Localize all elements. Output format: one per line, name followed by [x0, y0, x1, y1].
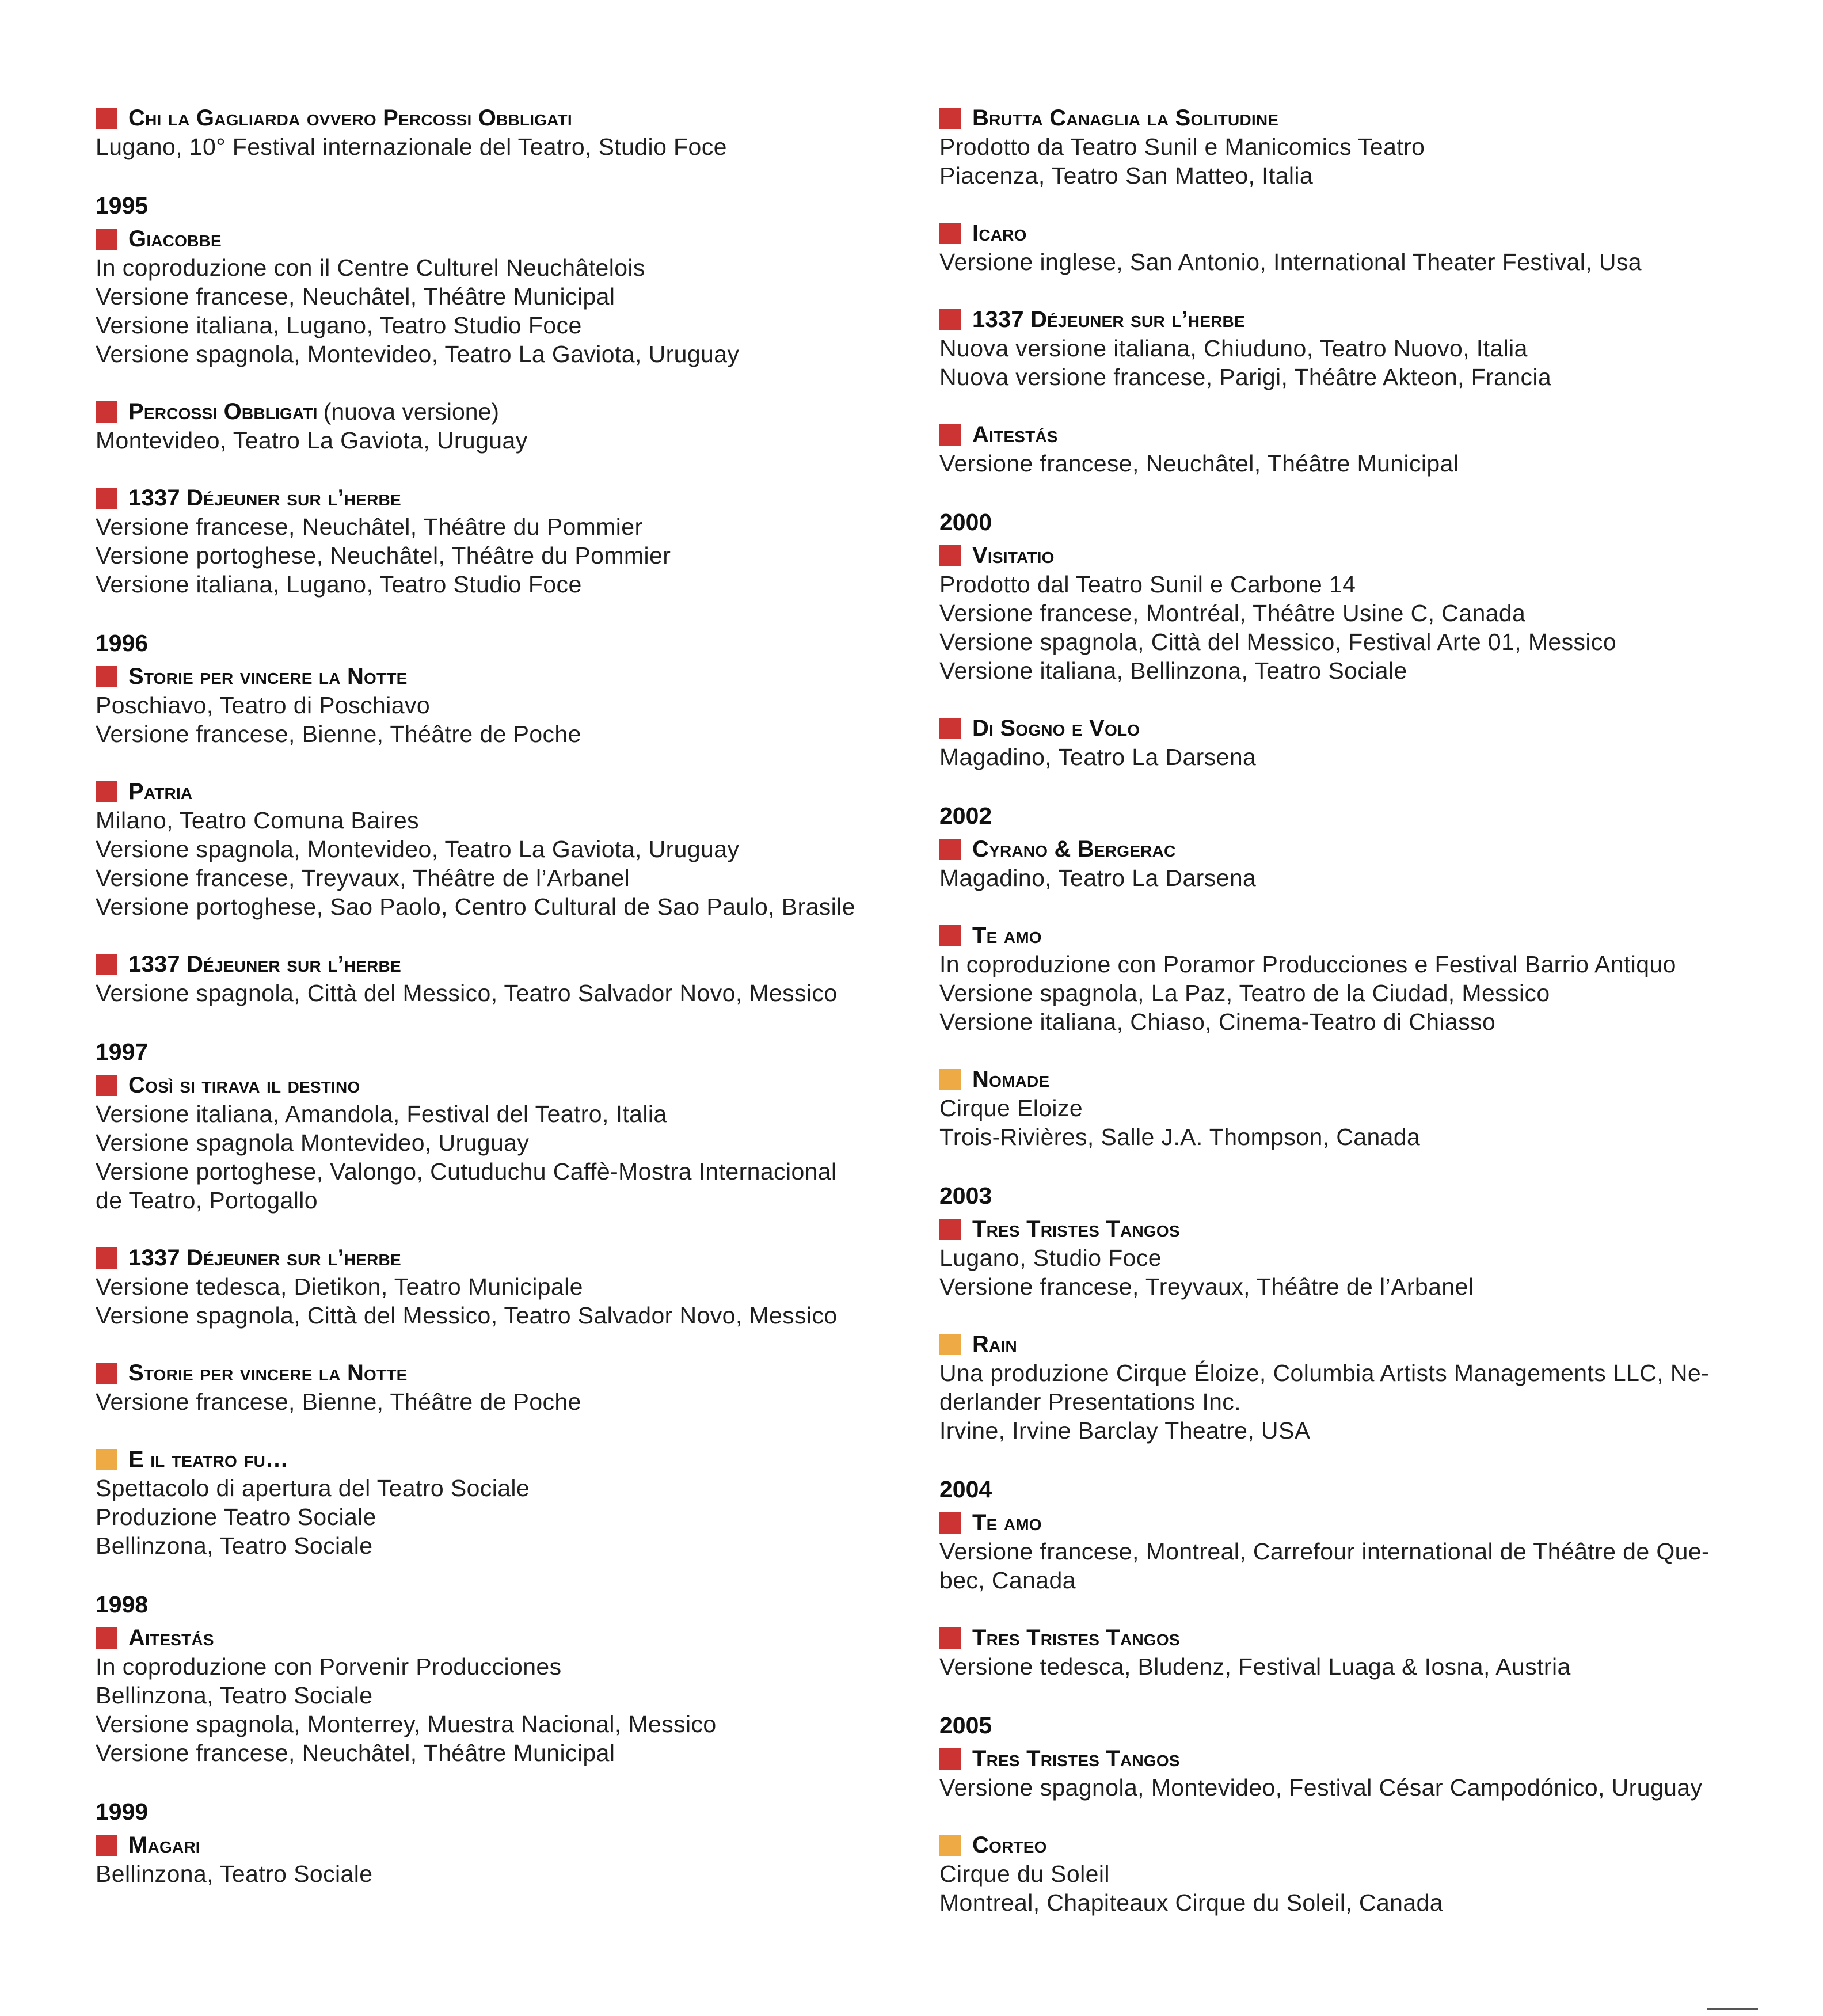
- red-square-icon: [939, 309, 961, 330]
- production-detail-line: Versione francese, Treyvaux, Théâtre de l’Arbanel: [96, 865, 630, 891]
- production-title: 1337 Déjeuner sur l’herbe: [128, 1245, 401, 1271]
- production-detail-line: Versione spagnola, Città del Messico, Teatro Salvador Novo, Messico: [96, 1302, 838, 1329]
- entry-title-row: [96, 1445, 901, 1474]
- orange-square-icon: [939, 1069, 961, 1090]
- production-detail-line: Cirque du Soleil: [939, 1861, 1110, 1887]
- production-entry: [96, 484, 901, 599]
- production-detail-line: Versione francese, Neuchâtel, Théâtre Municipal: [96, 1740, 615, 1766]
- production-detail-line: Versione italiana, Chiaso, Cinema-Teatro di Chiasso: [939, 1009, 1496, 1035]
- production-detail-line: Prodotto da Teatro Sunil e Manicomics Teatro: [939, 134, 1425, 160]
- production-detail-line: In coproduzione con Poramor Producciones e Festival Barrio Antiquo: [939, 951, 1676, 977]
- production-title: Brutta Canaglia la Solitudine: [972, 105, 1279, 131]
- production-title: Storie per vincere la Notte: [128, 664, 408, 689]
- red-square-icon: [96, 781, 117, 802]
- year-heading: 2002: [939, 802, 992, 829]
- entry-title-row: [939, 1831, 1768, 1859]
- entry-title-row: [939, 1330, 1768, 1359]
- red-square-icon: [96, 1075, 117, 1096]
- production-detail-line: Bellinzona, Teatro Sociale: [96, 1682, 373, 1709]
- production-title: Aitestás: [128, 1625, 214, 1650]
- production-entry: [939, 714, 1768, 771]
- entry-title-row: [939, 1215, 1768, 1243]
- red-square-icon: [939, 839, 961, 860]
- production-detail-line: Montreal, Chapiteaux Cirque du Soleil, Canada: [939, 1889, 1443, 1916]
- right-column: [939, 104, 1768, 1917]
- production-detail-line: Versione francese, Treyvaux, Théâtre de l’Arbanel: [939, 1273, 1474, 1300]
- red-square-icon: [96, 229, 117, 250]
- production-detail-line: Versione francese, Montréal, Théâtre Usine C, Canada: [939, 600, 1526, 626]
- production-title: Tres Tristes Tangos: [972, 1216, 1180, 1242]
- red-square-icon: [939, 1748, 961, 1770]
- year-heading: 1999: [96, 1798, 149, 1825]
- production-detail-line: Versione portoghese, Sao Paolo, Centro Cultural de Sao Paulo, Brasile: [96, 893, 855, 920]
- red-square-icon: [96, 1627, 117, 1649]
- production-detail-line: Versione tedesca, Bludenz, Festival Luaga & Iosna, Austria: [939, 1653, 1571, 1680]
- production-detail-line: Spettacolo di apertura del Teatro Sociale: [96, 1475, 530, 1501]
- production-entry: [96, 1243, 901, 1330]
- production-detail-line: Poschiavo, Teatro di Poschiavo: [96, 692, 431, 718]
- production-entry: [96, 104, 901, 161]
- production-detail-line: bec, Canada: [939, 1567, 1076, 1593]
- production-entry: [96, 1445, 901, 1560]
- production-detail-line: Nuova versione francese, Parigi, Théâtre Akteon, Francia: [939, 364, 1552, 390]
- orange-square-icon: [939, 1334, 961, 1355]
- production-title: Percossi Obbligati: [128, 399, 318, 424]
- production-detail-line: Versione tedesca, Dietikon, Teatro Municipale: [96, 1273, 583, 1300]
- orange-square-icon: [939, 1835, 961, 1856]
- year-heading: 1998: [96, 1591, 149, 1618]
- year-heading: 1996: [96, 630, 149, 656]
- production-entry: [96, 1623, 901, 1767]
- production-detail-line: Nuova versione italiana, Chiuduno, Teatro Nuovo, Italia: [939, 335, 1528, 362]
- entry-title-row: [96, 397, 901, 426]
- production-detail-line: Versione spagnola, Montevideo, Teatro La Gaviota, Uruguay: [96, 341, 740, 367]
- production-detail-line: Versione spagnola Montevideo, Uruguay: [96, 1129, 530, 1156]
- production-detail-line: Versione inglese, San Antonio, International Theater Festival, Usa: [939, 249, 1642, 275]
- red-square-icon: [96, 488, 117, 509]
- production-title: Giacobbe: [128, 226, 222, 252]
- red-square-icon: [96, 666, 117, 687]
- production-detail-line: derlander Presentations Inc.: [939, 1389, 1242, 1415]
- production-detail-line: Lugano, 10° Festival internazionale del Teatro, Studio Foce: [96, 134, 727, 160]
- production-entry: [939, 1831, 1768, 1917]
- red-square-icon: [96, 1247, 117, 1269]
- production-entry: [939, 104, 1768, 190]
- entry-title-row: [939, 1065, 1768, 1094]
- production-detail-line: Versione francese, Neuchâtel, Théâtre Municipal: [939, 450, 1459, 477]
- entry-title-row: [96, 484, 901, 512]
- year-heading: 2000: [939, 509, 992, 535]
- production-title: Magari: [128, 1832, 200, 1858]
- production-detail-line: Versione francese, Neuchâtel, Théâtre Municipal: [96, 283, 615, 310]
- production-title: 1337 Déjeuner sur l’herbe: [128, 485, 401, 511]
- production-title: Aitestás: [972, 422, 1058, 447]
- production-detail-line: Bellinzona, Teatro Sociale: [96, 1532, 373, 1559]
- production-detail-line: Versione francese, Montreal, Carrefour international de Théâtre de Que-: [939, 1538, 1710, 1565]
- red-square-icon: [96, 1363, 117, 1384]
- red-square-icon: [939, 424, 961, 446]
- production-detail-line: Trois-Rivières, Salle J.A. Thompson, Canada: [939, 1124, 1421, 1150]
- entry-title-row: [939, 1623, 1768, 1652]
- year-heading: 1995: [96, 192, 149, 219]
- production-detail-line: Versione spagnola, Città del Messico, Festival Arte 01, Messico: [939, 629, 1617, 655]
- production-detail-line: Piacenza, Teatro San Matteo, Italia: [939, 162, 1314, 189]
- entry-title-row: [96, 777, 901, 806]
- production-detail-line: Bellinzona, Teatro Sociale: [96, 1861, 373, 1887]
- year-heading: 2003: [939, 1182, 992, 1209]
- production-entry: [939, 921, 1768, 1036]
- red-square-icon: [939, 1627, 961, 1649]
- entry-title-row: [96, 1071, 901, 1100]
- production-detail-line: Prodotto dal Teatro Sunil e Carbone 14: [939, 571, 1356, 598]
- production-detail-line: Versione spagnola, Città del Messico, Teatro Salvador Novo, Messico: [96, 980, 838, 1006]
- production-detail-line: Versione francese, Bienne, Théâtre de Poche: [96, 721, 581, 747]
- production-entry: [939, 1215, 1768, 1301]
- production-title: Icaro: [972, 220, 1027, 246]
- production-detail-line: In coproduzione con Porvenir Producciones: [96, 1653, 562, 1680]
- entry-title-row: [96, 1359, 901, 1387]
- entry-title-row: [96, 1243, 901, 1272]
- red-square-icon: [96, 1835, 117, 1856]
- entry-title-row: [96, 662, 901, 691]
- entry-title-row: [939, 219, 1768, 248]
- footer-rule: [1707, 2008, 1758, 2010]
- production-title: Storie per vincere la Notte: [128, 1360, 408, 1386]
- production-detail-line: Milano, Teatro Comuna Baires: [96, 807, 419, 834]
- entry-title-row: [96, 104, 901, 132]
- production-detail-line: Montevideo, Teatro La Gaviota, Uruguay: [96, 427, 528, 454]
- production-detail-line: Versione spagnola, La Paz, Teatro de la Ciudad, Messico: [939, 980, 1550, 1006]
- red-square-icon: [939, 718, 961, 739]
- title-note: (nuova versione): [323, 398, 500, 425]
- year-heading: 1997: [96, 1039, 149, 1065]
- red-square-icon: [939, 545, 961, 566]
- entry-title-row: [96, 950, 901, 979]
- production-entry: [96, 1071, 901, 1215]
- production-detail-line: Versione francese, Bienne, Théâtre de Poche: [96, 1389, 581, 1415]
- entry-title-row: [96, 225, 901, 253]
- left-column: [96, 104, 901, 1888]
- entry-title-row: [939, 1508, 1768, 1537]
- year-heading: 2005: [939, 1712, 992, 1739]
- production-detail-line: Versione portoghese, Valongo, Cutuduchu Caffè-Mostra Internacional: [96, 1158, 837, 1185]
- production-entry: [96, 397, 901, 455]
- production-title: Tres Tristes Tangos: [972, 1746, 1180, 1771]
- production-entry: [939, 541, 1768, 685]
- entry-title-row: [939, 541, 1768, 570]
- production-entry: [96, 950, 901, 1007]
- production-entry: [96, 225, 901, 368]
- production-entry: [939, 1065, 1768, 1151]
- production-detail-line: Versione spagnola, Montevideo, Festival César Campodónico, Uruguay: [939, 1774, 1703, 1801]
- entry-title-row: [939, 714, 1768, 743]
- year-heading: 2004: [939, 1476, 992, 1503]
- entry-title-row: [96, 1623, 901, 1652]
- production-entry: [96, 777, 901, 921]
- production-detail-line: Versione italiana, Bellinzona, Teatro Sociale: [939, 657, 1407, 684]
- production-detail-line: Versione italiana, Lugano, Teatro Studio Foce: [96, 312, 582, 338]
- red-square-icon: [939, 1512, 961, 1534]
- production-detail-line: Versione italiana, Lugano, Teatro Studio Foce: [96, 571, 582, 598]
- production-entry: [939, 1623, 1768, 1681]
- entry-title-row: [939, 104, 1768, 132]
- production-entry: [939, 1330, 1768, 1445]
- red-square-icon: [939, 223, 961, 244]
- entry-title-row: [939, 835, 1768, 864]
- production-title: 1337 Déjeuner sur l’herbe: [128, 952, 401, 977]
- entry-title-row: [939, 305, 1768, 334]
- production-title: Rain: [972, 1332, 1017, 1357]
- production-entry: [939, 835, 1768, 892]
- production-detail-line: Magadino, Teatro La Darsena: [939, 744, 1257, 770]
- production-entry: [939, 1508, 1768, 1595]
- red-square-icon: [96, 108, 117, 129]
- production-title: Così si tirava il destino: [128, 1072, 360, 1098]
- production-detail-line: Versione portoghese, Neuchâtel, Théâtre du Pommier: [96, 542, 671, 569]
- production-detail-line: Versione spagnola, Montevideo, Teatro La Gaviota, Uruguay: [96, 836, 740, 862]
- production-title: Patria: [128, 779, 193, 804]
- production-entry: [939, 305, 1768, 391]
- production-entry: [939, 1744, 1768, 1802]
- red-square-icon: [939, 1219, 961, 1240]
- entry-title-row: [939, 921, 1768, 950]
- red-square-icon: [96, 401, 117, 423]
- production-detail-line: Versione francese, Neuchâtel, Théâtre du Pommier: [96, 513, 643, 540]
- production-detail-line: Lugano, Studio Foce: [939, 1245, 1162, 1271]
- production-title: Te amo: [972, 923, 1042, 948]
- production-detail-line: Cirque Eloize: [939, 1095, 1083, 1121]
- production-title: Chi la Gagliarda ovvero Percossi Obbligati: [128, 105, 572, 131]
- production-title: Di Sogno e Volo: [972, 716, 1140, 741]
- production-detail-line: de Teatro, Portogallo: [96, 1187, 318, 1214]
- red-square-icon: [939, 925, 961, 946]
- production-detail-line: Versione italiana, Amandola, Festival del Teatro, Italia: [96, 1101, 667, 1127]
- production-title: Visitatio: [972, 543, 1055, 568]
- red-square-icon: [939, 108, 961, 129]
- production-detail-line: Magadino, Teatro La Darsena: [939, 865, 1257, 891]
- entry-title-row: [939, 420, 1768, 449]
- production-entry: [96, 1359, 901, 1416]
- production-detail-line: Produzione Teatro Sociale: [96, 1504, 376, 1530]
- production-detail-line: Una produzione Cirque Éloize, Columbia Artists Managements LLC, Ne-: [939, 1360, 1710, 1386]
- entry-title-row: [96, 1831, 901, 1859]
- production-entry: [96, 1831, 901, 1888]
- production-detail-line: Versione spagnola, Monterrey, Muestra Nacional, Messico: [96, 1711, 717, 1737]
- orange-square-icon: [96, 1449, 117, 1470]
- production-title: Corteo: [972, 1832, 1047, 1858]
- red-square-icon: [96, 954, 117, 975]
- production-entry: [939, 420, 1768, 478]
- production-detail-line: In coproduzione con il Centre Culturel Neuchâtelois: [96, 254, 645, 281]
- production-entry: [96, 662, 901, 748]
- production-detail-line: Irvine, Irvine Barclay Theatre, USA: [939, 1417, 1311, 1444]
- production-entry: [939, 219, 1768, 276]
- production-title: Cyrano & Bergerac: [972, 836, 1176, 862]
- production-title: Tres Tristes Tangos: [972, 1625, 1180, 1650]
- production-title: Te amo: [972, 1510, 1042, 1535]
- production-title: 1337 Déjeuner sur l’herbe: [972, 307, 1245, 332]
- production-title: Nomade: [972, 1067, 1050, 1092]
- production-title: E il teatro fu…: [128, 1447, 289, 1472]
- entry-title-row: [939, 1744, 1768, 1773]
